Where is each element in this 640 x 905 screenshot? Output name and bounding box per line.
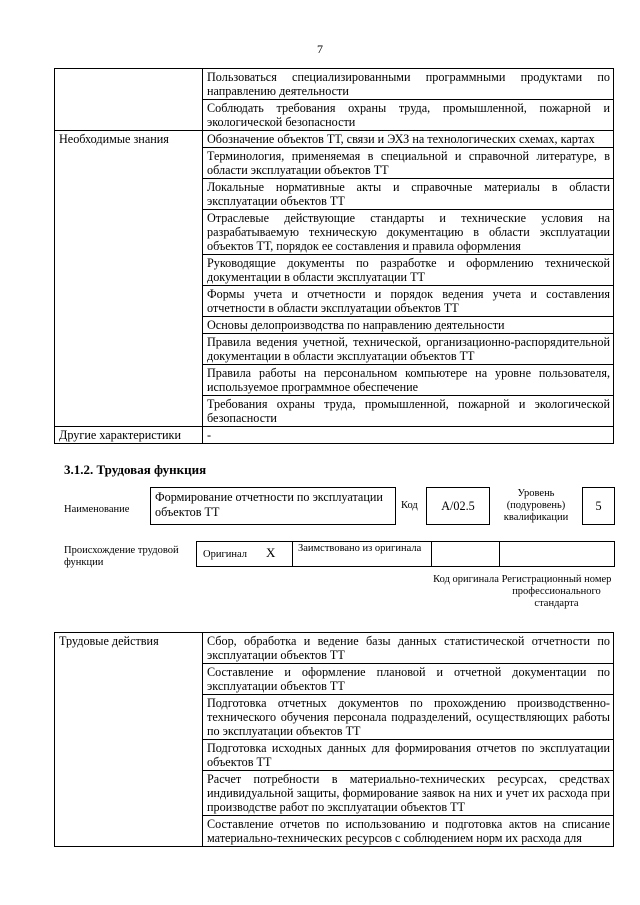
table-cell: Составление отчетов по использованию и подготовка актов на списание материально-технических ресурсов с соблюдением норм их расхода для [203,816,614,847]
other-label: Другие характеристики [55,427,203,444]
table-cell: Терминология, применяемая в специальной и справочной литературе, в области эксплуатации объектов ТТ [203,148,614,179]
code-value: A/02.5 [426,487,490,525]
original-mark: X [266,545,276,560]
table-row [55,131,614,148]
borrowed-label: Заимствовано из оригинала [298,543,422,554]
level-value: 5 [582,487,615,525]
table-cell: Сбор, обработка и ведение базы данных статистической отчетности по эксплуатации объектов ТТ [203,633,614,664]
table-cell: Отраслевые действующие стандарты и технические условия на разрабатываемую техническую документацию в области эксплуатации объектов ТТ, порядок ее составления и правила оформления [203,210,614,255]
actions-label: Трудовые действия [55,633,203,847]
original-label: Оригинал [203,549,247,560]
table-cell: Основы делопроизводства по направлению деятельности [203,317,614,334]
table-cell: Подготовка исходных данных для формирования отчетов по эксплуатации объектов ТТ [203,740,614,771]
page-number: 7 [317,42,323,56]
skills-label-cell [55,69,203,131]
function-name: Формирование отчетности по эксплуатации объектов ТТ [155,490,383,519]
origin-label: Происхождение трудовой функции [64,545,179,568]
table-cell: Правила ведения учетной, технической, организационно-распорядительной документации в области эксплуатации объектов ТТ [203,334,614,365]
reg-caption: Регистрационный номер профессионального стандарта [501,574,612,609]
section-title: 3.1.2. Трудовая функция [64,462,207,477]
actions-table [54,632,614,847]
name-label: Наименование [64,504,130,515]
table-cell: Составление и оформление плановой и отчетной документации по эксплуатации объектов ТТ [203,664,614,695]
knowledge-table [54,68,614,444]
table-cell: Соблюдать требования охраны труда, промышленной, пожарной и экологической безопасности [203,100,614,131]
table-cell: Руководящие документы по разработке и оформлению технической документации в области эксплуатации ТТ [203,255,614,286]
table-cell: Требования охраны труда, промышленной, пожарной и экологической безопасности [203,396,614,427]
code-label: Код [401,500,418,511]
table-cell: Пользоваться специализированными программными продуктами по направлению деятельности [203,69,614,100]
function-name-box [150,487,396,525]
table-row [55,427,614,444]
code-caption: Код оригинала [433,574,499,585]
table-cell: Подготовка отчетных документов по прохождению производственно-технического обучения персонала подразделений, осуществляющих работы по эксплуатации объектов ТТ [203,695,614,740]
knowledge-label: Необходимые знания [55,131,203,427]
table-row [55,633,614,664]
other-value: - [203,427,614,444]
table-cell: Расчет потребности в материально-технических ресурсах, средствах индивидуальной защиты, формирование заявок на них и учет их расхода при производстве работ по эксплуатации объектов ТТ [203,771,614,816]
table-row [55,69,614,100]
table-cell: Формы учета и отчетности и порядок ведения учета и составления отчетности в области эксплуатации объектов ТТ [203,286,614,317]
table-cell: Локальные нормативные акты и справочные материалы в области эксплуатации объектов ТТ [203,179,614,210]
table-cell: Обозначение объектов ТТ, связи и ЭХЗ на технологических схемах, картах [203,131,614,148]
level-label: Уровень (подуровень) квалификации [503,488,569,523]
table-cell: Правила работы на персональном компьютере на уровне пользователя, используемое программное обеспечение [203,365,614,396]
